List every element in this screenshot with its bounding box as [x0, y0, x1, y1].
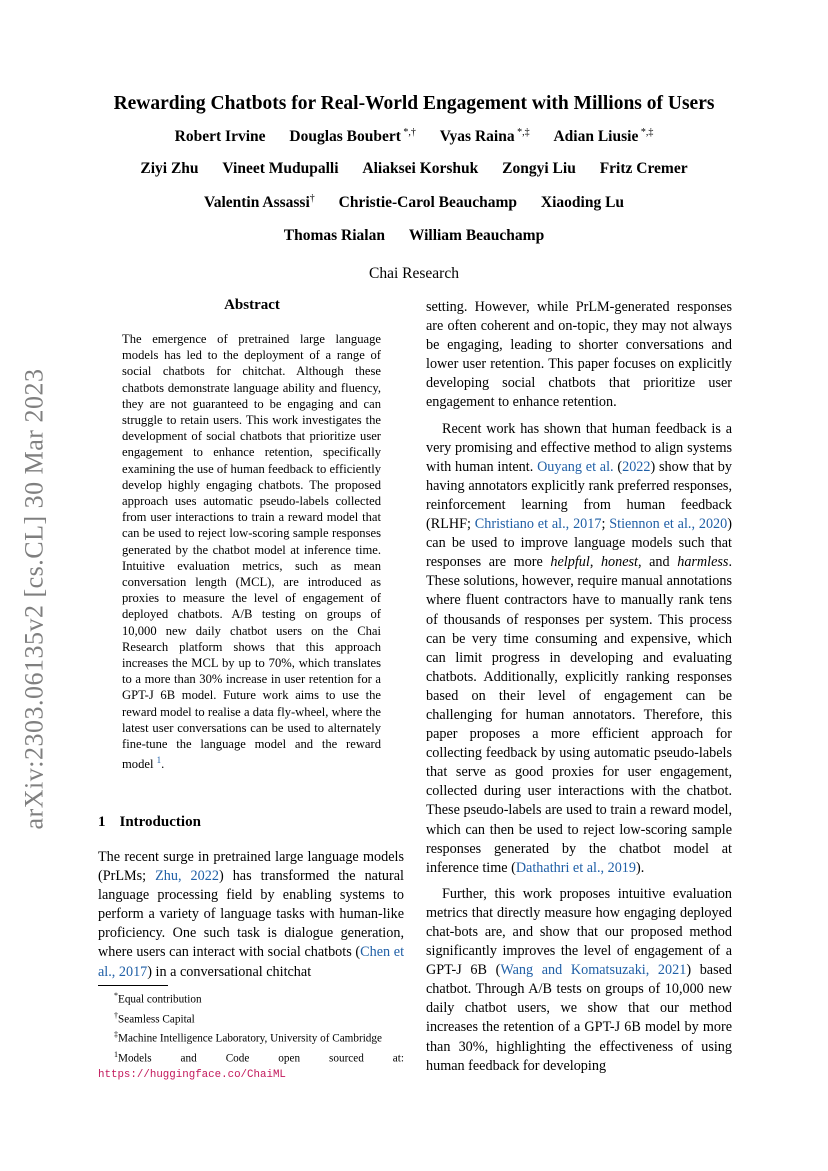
author-row-1 [0, 127, 828, 146]
paragraph: Further, this work proposes intuitive evaluation metrics that directly measure how engaging deployed chat-bots are, and show that our proposed method significantly improves the level of engagement of a GPT-J 6B (Wang and Komatsuzaki, 2021) based chatbot. Through A/B tests on groups of 10,000 new daily chatbot users, we show that our method increases the retention of a GPT-J 6B model by more than 30%, highlighting the effectiveness of using human feedback for developing [426, 885, 732, 1074]
citation-link[interactable]: Christiano et al., 2017 [474, 516, 602, 533]
author: Adian Liusie *,‡ [553, 127, 654, 146]
citation-link[interactable]: 2022 [622, 458, 651, 475]
citation-link[interactable]: Zhu, 2022 [155, 868, 219, 885]
author-row-2 [0, 160, 828, 178]
citation-link[interactable]: Wang and Komatsuzaki, 2021 [500, 962, 687, 979]
code-url-link[interactable]: https://huggingface.co/ChaiML [98, 1068, 286, 1081]
footnote-rule [98, 985, 168, 986]
footnote: *Equal contribution [114, 991, 202, 1006]
footnote-link[interactable]: 1 [156, 755, 162, 766]
author: Christie-Carol Beauchamp [338, 194, 518, 212]
author: William Beauchamp [408, 227, 545, 244]
paper-title: Rewarding Chatbots for Real-World Engagement with Millions of Users [113, 93, 715, 114]
citation-link[interactable]: Ouyang et al. [537, 458, 614, 475]
author: Ziyi Zhu [140, 160, 199, 177]
citation-link[interactable]: Dathathri et al., 2019 [515, 859, 636, 876]
author-row-4 [0, 227, 828, 245]
section-heading: 1 Introduction [98, 814, 201, 830]
paragraph: setting. However, while PrLM-generated responses are often coherent and on-topic, they may not always be engaging, leading to shorter conversations and lower user retention. This paper focuses on explicitly developing social chatbots that prioritize user engagement to enhance retention. [426, 299, 732, 411]
author: Fritz Cremer [599, 160, 688, 177]
abstract-heading: Abstract [224, 297, 280, 313]
citation-link[interactable]: Stiennon et al., 2020 [609, 516, 728, 533]
footnote: †Seamless Capital [114, 1010, 195, 1026]
paragraph: Recent work has shown that human feedback is a very promising and effective method to align systems with human intent. Ouyang et al. (2022) show that by having annotators explicitly rank preferred responses, reinforcement learning from human feedback (RLHF; Christiano et al., 2017; Stiennon et al., 2020) can be used to improve language models such that responses are more helpful, honest, and harmless. These solutions, however, require manual annotations where fluent contractors have to manually rank tens of thousands of responses per system. This process can be very time consuming and expensive, which can limit progress in developing and evaluating chatbots. Additionally, explicitly ranking responses based on their level of engagement can be challenging for human annotators. Therefore, this paper proposes a more efficient approach for collecting feedback by using automatic pseudo-labels that serve as good proxies for user engagement, collected during user interactions with the chatbot. These pseudo-labels are used to train a reward model, which can then be used to reject low-scoring sample responses generated by the chatbot model at inference time (Dathathri et al., 2019). [426, 420, 733, 876]
right-column [426, 298, 732, 1076]
abstract-body: The emergence of pretrained large language models has led to the deployment of a range of social chatbots for chitchat. Although these chatbots demonstrate language ability and fluency, they are not guaranteed to be engaging and can struggle to retain users. This work investigates the development of social chatbots that prioritize user engagement to enhance retention, specifically examining the use of human feedback to efficiently develop highly engaging chatbots. The proposed approach uses automatic pseudo-labels collected from user interactions to train a reward model that can be used to reject low-scoring sample responses generated by the chatbot model at inference time. Intuitive evaluation metrics, such as mean conversation length (MCL), are introduced as proxies to measure the level of engagement of deployed chatbots. A/B testing on groups of 10,000 new daily chatbot users on the Chai Research platform shows that this approach increases the MCL by up to 70%, which translates to a more than 30% increase in user retention for a GPT-J 6B model. Future work aims to use the reward model to realise a data fly-wheel, where the latest user conversations can be used to alternately fine-tune the language model and the reward model $^1$. [122, 332, 381, 772]
author: Aliaksei Korshuk [362, 160, 479, 177]
arxiv-identifier: arXiv:2303.06135v2 [cs.CL] 30 Mar 2023 [19, 368, 49, 830]
author-row-3 [0, 193, 828, 212]
author: Zongyi Liu [502, 160, 576, 177]
citation-link[interactable]: Chen et al., 2017 [98, 944, 405, 980]
author: Valentin Assassi† [203, 193, 315, 212]
footnote: $^1$Models and Code open sourced at: https://huggingface.co/ChaiML [98, 1050, 404, 1081]
author: Vineet Mudupalli [222, 160, 339, 177]
author: Robert Irvine [174, 128, 266, 146]
author: Xiaoding Lu [540, 194, 625, 212]
affiliation: Chai Research [369, 265, 459, 282]
intro-paragraph: The recent surge in pretrained large language models (PrLMs; Zhu, 2022) has transformed the natural language processing field by enabling systems to perform a variety of language tasks with human-like proficiency. One such task is dialogue generation, where users can interact with social chatbots (Chen et al., 2017) in a conversational chitchat [98, 849, 405, 980]
footnotes [98, 988, 404, 1083]
footnote: ‡Machine Intelligence Laboratory, University of Cambridge [114, 1030, 382, 1046]
author: Vyas Raina *,‡ [439, 127, 530, 146]
author: Douglas Boubert *,† [289, 127, 416, 146]
arxiv-sidebar [14, 362, 54, 847]
author: Thomas Rialan [283, 227, 385, 244]
